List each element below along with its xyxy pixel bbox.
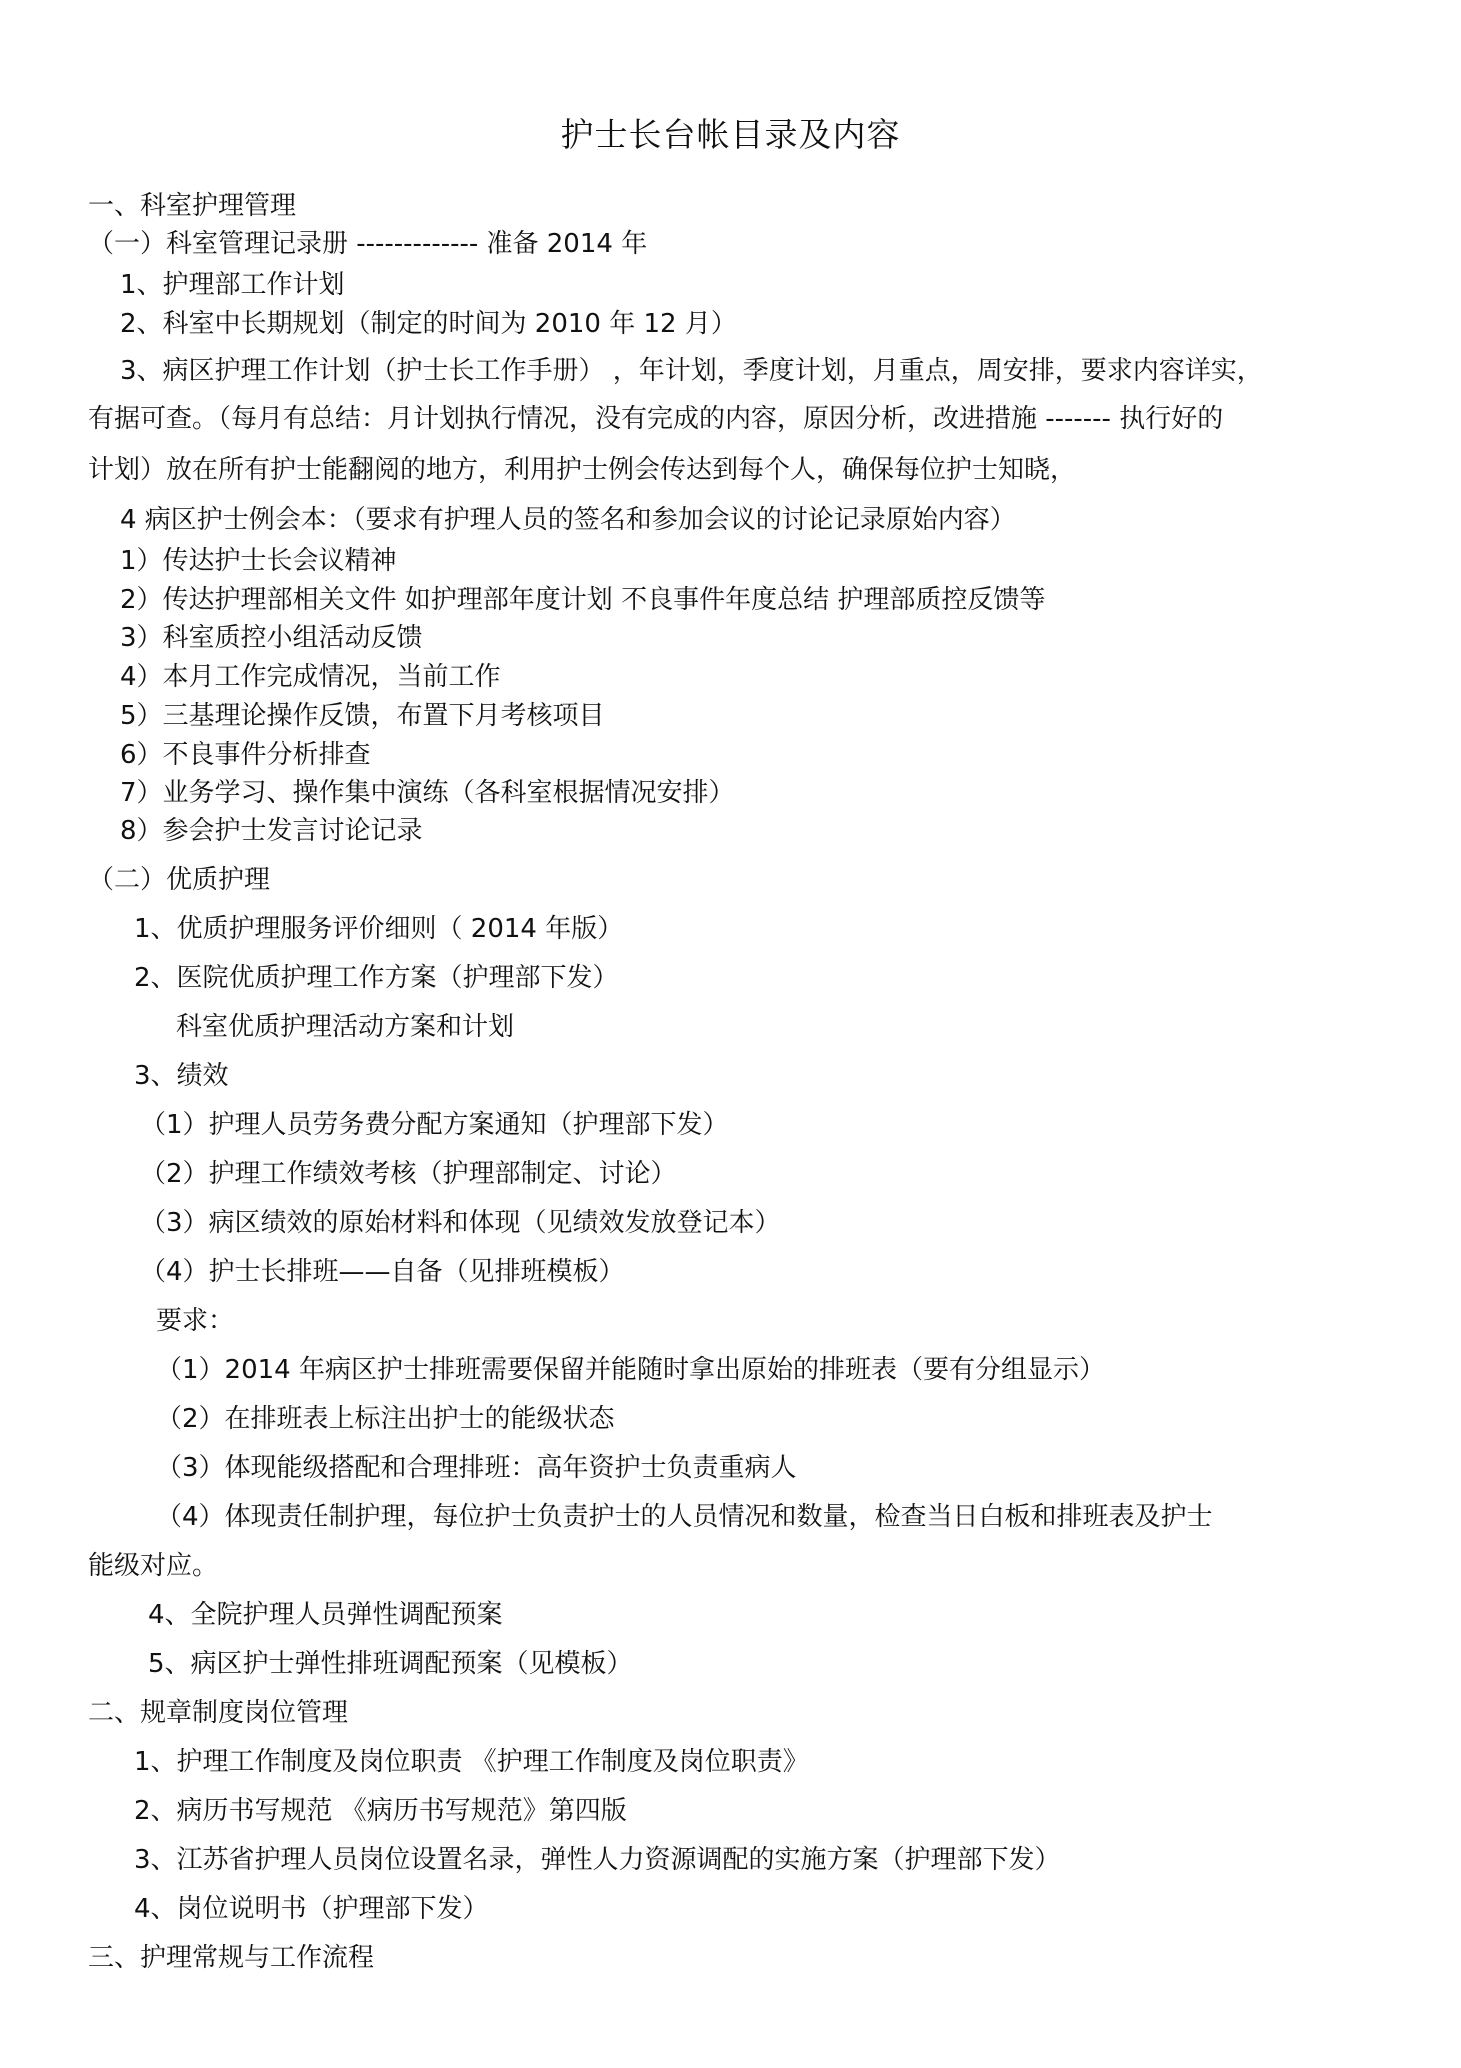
section-heading: 二、规章制度岗位管理 — [88, 1698, 349, 1728]
list-item: 科室优质护理活动方案和计划 — [176, 1012, 515, 1042]
list-item: （3）病区绩效的原始材料和体现（见绩效发放登记本） — [140, 1208, 781, 1238]
list-item: 4）本月工作完成情况，当前工作 — [120, 662, 501, 692]
list-item: 4、岗位说明书（护理部下发） — [134, 1894, 489, 1924]
list-item: 3、病区护理工作计划（护士长工作手册） ，年计划，季度计划，月重点，周安排，要求内容详实， — [120, 356, 1263, 386]
document-title: 护士长台帐目录及内容 — [560, 115, 901, 154]
paragraph-line: 计划）放在所有护士能翻阅的地方，利用护士例会传达到每个人，确保每位护士知晓， — [88, 455, 1077, 485]
list-item: （4）体现责任制护理，每位护士负责护士的人员情况和数量，检查当日白板和排班表及护士 — [156, 1502, 1213, 1532]
list-item: 2、病历书写规范 《病历书写规范》第四版 — [134, 1796, 627, 1826]
section-heading: 一、科室护理管理 — [88, 191, 297, 221]
list-item: 7）业务学习、操作集中演练（各科室根据情况安排） — [120, 778, 735, 808]
list-item: 1）传达护士长会议精神 — [120, 546, 397, 576]
list-item: 6）不良事件分析排查 — [120, 740, 371, 770]
list-item: （4）护士长排班——自备（见排班模板） — [140, 1257, 625, 1287]
list-item: （1）护理人员劳务费分配方案通知（护理部下发） — [140, 1110, 729, 1140]
list-item: 3、江苏省护理人员岗位设置名录，弹性人力资源调配的实施方案（护理部下发） — [134, 1845, 1061, 1875]
paragraph-line: 有据可查。（每月有总结：月计划执行情况，没有完成的内容，原因分析，改进措施 ------- 执行好的 — [88, 404, 1224, 434]
list-item: 4 病区护士例会本：（要求有护理人员的签名和参加会议的讨论记录原始内容） — [120, 505, 1016, 535]
list-item: （1）2014 年病区护士排班需要保留并能随时拿出原始的排班表（要有分组显示） — [156, 1355, 1105, 1385]
list-item: 4、全院护理人员弹性调配预案 — [148, 1600, 503, 1630]
list-item: 2、科室中长期规划（制定的时间为 2010 年 12 月） — [120, 309, 737, 339]
list-item: 3）科室质控小组活动反馈 — [120, 623, 423, 653]
section-heading: 三、护理常规与工作流程 — [88, 1943, 375, 1973]
list-item: （2）护理工作绩效考核（护理部制定、讨论） — [140, 1159, 677, 1189]
list-item: 5）三基理论操作反馈，布置下月考核项目 — [120, 701, 605, 731]
list-item: 5、病区护士弹性排班调配预案（见模板） — [148, 1649, 633, 1679]
list-item: 1、护理部工作计划 — [120, 270, 345, 300]
list-item: 8）参会护士发言讨论记录 — [120, 816, 423, 846]
list-item: （3）体现能级搭配和合理排班：高年资护士负责重病人 — [156, 1453, 797, 1483]
list-item: 1、优质护理服务评价细则（ 2014 年版） — [134, 914, 624, 944]
list-item: 1、护理工作制度及岗位职责 《护理工作制度及岗位职责》 — [134, 1747, 809, 1777]
list-item: 要求： — [156, 1306, 235, 1336]
list-item: 3、绩效 — [134, 1061, 229, 1091]
subsection-heading: （二）优质护理 — [88, 865, 271, 895]
list-item: 2）传达护理部相关文件 如护理部年度计划 不良事件年度总结 护理部质控反馈等 — [120, 585, 1046, 615]
paragraph-line: 能级对应。 — [88, 1551, 219, 1581]
list-item: 2、医院优质护理工作方案（护理部下发） — [134, 963, 619, 993]
list-item: （2）在排班表上标注出护士的能级状态 — [156, 1404, 615, 1434]
subsection-heading: （一）科室管理记录册 ------------- 准备 2014 年 — [88, 229, 648, 259]
